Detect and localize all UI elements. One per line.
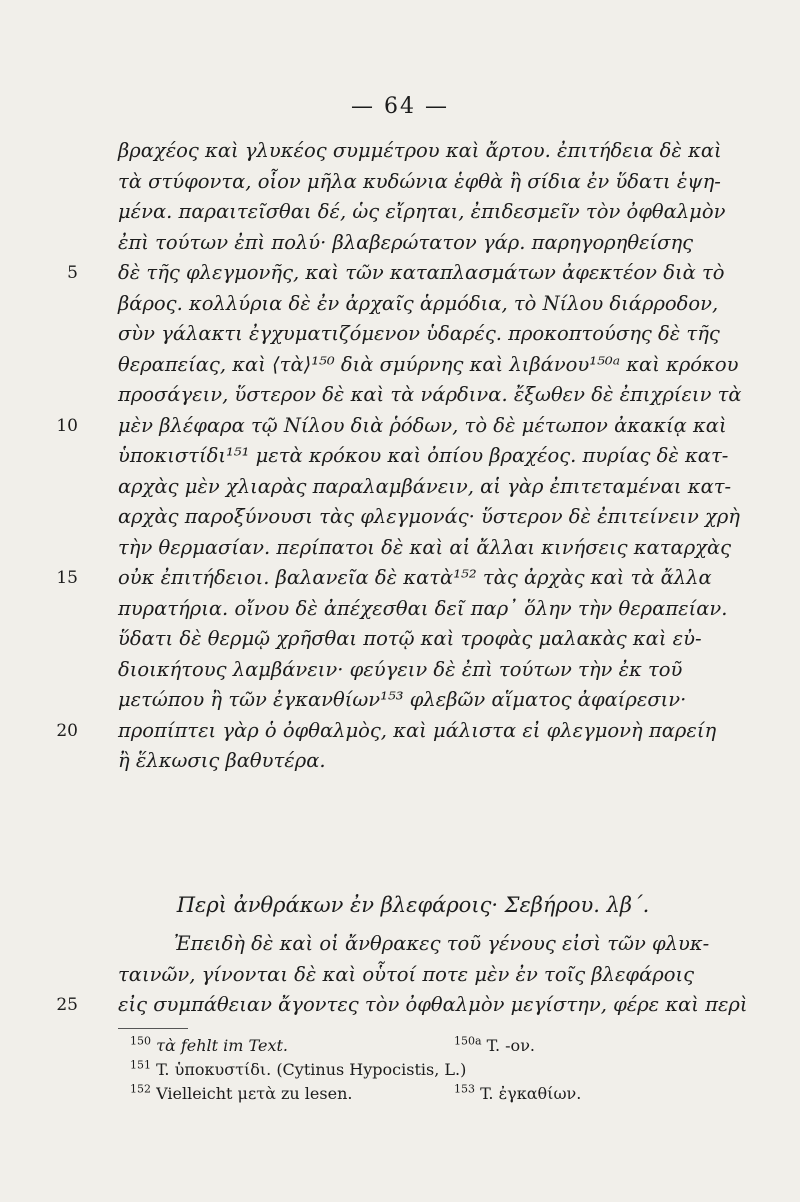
- footnote-text: Vielleicht μετὰ zu lesen.: [156, 1084, 353, 1103]
- text-line: [118, 472, 732, 503]
- text-line: [118, 441, 729, 472]
- line-number: 25: [56, 995, 78, 1015]
- text-line: [118, 960, 708, 991]
- footnote-row: [118, 1058, 708, 1082]
- text-line: [118, 929, 708, 960]
- text-line: [56, 563, 712, 594]
- main-text: [56, 136, 742, 777]
- line-text: ταινῶν, γίνονται δὲ καὶ οὗτοί ποτε μὲν ἐν τοῖς βλεφάροις: [118, 962, 695, 986]
- footnote: [130, 1082, 352, 1106]
- footnote-text: τὰ fehlt im Text.: [156, 1036, 288, 1055]
- line-text: ἐπὶ τούτων ἐπὶ πολύ· βλαβερώτατον γάρ. παρηγορηθείσης: [118, 230, 694, 254]
- line-text: μένα. παραιτεῖσθαι δέ, ὡς εἴρηται, ἐπιδεσμεῖν τὸν ὀφθαλμὸν: [118, 200, 726, 223]
- text-line: [118, 380, 742, 411]
- footnote: [130, 1058, 466, 1082]
- text-line: [118, 228, 708, 259]
- text-line: [118, 594, 728, 625]
- section-heading: Περὶ ἀνθράκων ἐν βλεφάροις· Σεβήρου. λβ΄.: [176, 893, 650, 917]
- line-text: δὲ τῆς φλεγμονῆς, καὶ τῶν καταπλασμάτων ἀφεκτέον διὰ τὸ: [118, 261, 725, 284]
- footnote-row: [118, 1082, 708, 1106]
- text-line: [118, 167, 721, 198]
- text-line: [118, 746, 708, 777]
- footnote: [130, 1034, 288, 1058]
- line-text: προσάγειν, ὕστερον δὲ καὶ τὰ νάρδινα. ἔξωθεν δὲ ἐπιχρίειν τὰ: [118, 383, 742, 406]
- text-line: [118, 136, 722, 167]
- text-line: [118, 289, 719, 320]
- line-text: τὰ στύφοντα, οἷον μῆλα κυδώνια ἑφθὰ ἢ σίδια ἐν ὕδατι ἑψη-: [118, 169, 721, 193]
- line-number: 10: [56, 415, 78, 436]
- line-text: ὕδατι δὲ θερμῷ χρῆσθαι ποτῷ καὶ τροφὰς μαλακὰς καὶ εὐ-: [118, 627, 702, 650]
- footnote-number: 152: [130, 1082, 151, 1096]
- line-text: μὲν βλέφαρα τῷ Νίλου διὰ ῥόδων, τὸ δὲ μέτωπον ἀκακίᾳ καὶ: [118, 413, 727, 437]
- footnotes: [118, 1034, 708, 1106]
- line-text: διοικήτους λαμβάνειν· φεύγειν δὲ ἐπὶ τούτων τὴν ἐκ τοῦ: [118, 657, 683, 681]
- line-text: ὑποκιστίδι¹⁵¹ μετὰ κρόκου καὶ ὀπίου βραχέος. πυρίας δὲ κατ-: [118, 444, 729, 467]
- line-text: σὺν γάλακτι ἐγχυματιζόμενον ὑδαρές. προκοπτούσης δὲ τῆς: [118, 322, 720, 345]
- line-text: πυρατήρια. οἴνου δὲ ἀπέχεσθαι δεῖ παρ᾽ ὅλην τὴν θεραπείαν.: [118, 596, 728, 620]
- footnote-number: 151: [130, 1058, 151, 1072]
- page-number: — 64 —: [351, 94, 449, 119]
- line-text: Ἐπειδὴ δὲ καὶ οἱ ἄνθρακες τοῦ γένους εἰσὶ τῶν φλυκ-: [174, 932, 710, 955]
- text-line: [118, 197, 726, 228]
- text-line: [118, 655, 708, 686]
- line-text: αρχὰς μὲν χλιαρὰς παραλαμβάνειν, αἱ γὰρ ἐπιτεταμέναι κατ-: [118, 474, 732, 498]
- text-line: [56, 990, 748, 1021]
- footnote: [454, 1034, 535, 1058]
- footnote-text: T. ἐγκαθίων.: [480, 1084, 582, 1103]
- footnote-number: 150: [130, 1034, 151, 1048]
- section-text: [56, 929, 748, 1021]
- line-number: 5: [67, 263, 78, 283]
- text-line: [118, 685, 708, 716]
- line-text: αρχὰς παροξύνουσι τὰς φλεγμονάς· ὕστερον δὲ ἐπιτείνειν χρὴ: [118, 505, 740, 528]
- line-text: βραχέος καὶ γλυκέος συμμέτρου καὶ ἄρτου. ἐπιτήδεια δὲ καὶ: [118, 139, 722, 162]
- line-text: ἢ ἕλκωσις βαθυτέρα.: [118, 749, 326, 772]
- footnote-row: [118, 1034, 708, 1058]
- line-text: οὐκ ἐπιτήδειοι. βαλανεῖα δὲ κατὰ¹⁵² τὰς ἀρχὰς καὶ τὰ ἄλλα: [118, 566, 712, 589]
- footnote-text: T. -ον.: [486, 1036, 535, 1055]
- footnote-rule: [118, 1028, 188, 1029]
- line-number: 15: [56, 568, 78, 588]
- line-text: τὴν θερμασίαν. περίπατοι δὲ καὶ αἱ ἄλλαι κινήσεις καταρχὰς: [118, 535, 732, 559]
- line-text: προπίπτει γὰρ ὁ ὀφθαλμὸς, καὶ μάλιστα εἰ φλεγμονὴ παρείη: [118, 718, 717, 742]
- line-text: εἰς συμπάθειαν ἄγοντες τὸν ὀφθαλμὸν μεγίστην, φέρε καὶ περὶ: [118, 993, 748, 1016]
- text-line: [118, 624, 708, 655]
- text-line: [118, 319, 720, 350]
- text-line: [118, 502, 740, 533]
- footnote-number: 153: [454, 1082, 475, 1096]
- line-text: βάρος. κολλύρια δὲ ἐν ἀρχαῖς ἁρμόδια, τὸ Νίλου διάρροδον,: [118, 291, 719, 315]
- text-line: [56, 716, 717, 747]
- text-line: [118, 350, 739, 381]
- text-line: [118, 533, 732, 564]
- text-line: [56, 411, 727, 442]
- text-line: [67, 258, 725, 289]
- line-text: θεραπείας, καὶ ⟨τὰ⟩¹⁵⁰ διὰ σμύρνης καὶ λιβάνου¹⁵⁰ᵃ καὶ κρόκου: [118, 352, 739, 376]
- line-text: μετώπου ἢ τῶν ἐγκανθίων¹⁵³ φλεβῶν αἵματος ἀφαίρεσιν·: [118, 688, 687, 711]
- footnote-number: 150a: [454, 1034, 482, 1048]
- line-number: 20: [56, 720, 78, 741]
- footnote: [454, 1082, 581, 1106]
- footnote-text: T. ὑποκυστίδι. (Cytinus Hypocistis, L.): [156, 1060, 467, 1079]
